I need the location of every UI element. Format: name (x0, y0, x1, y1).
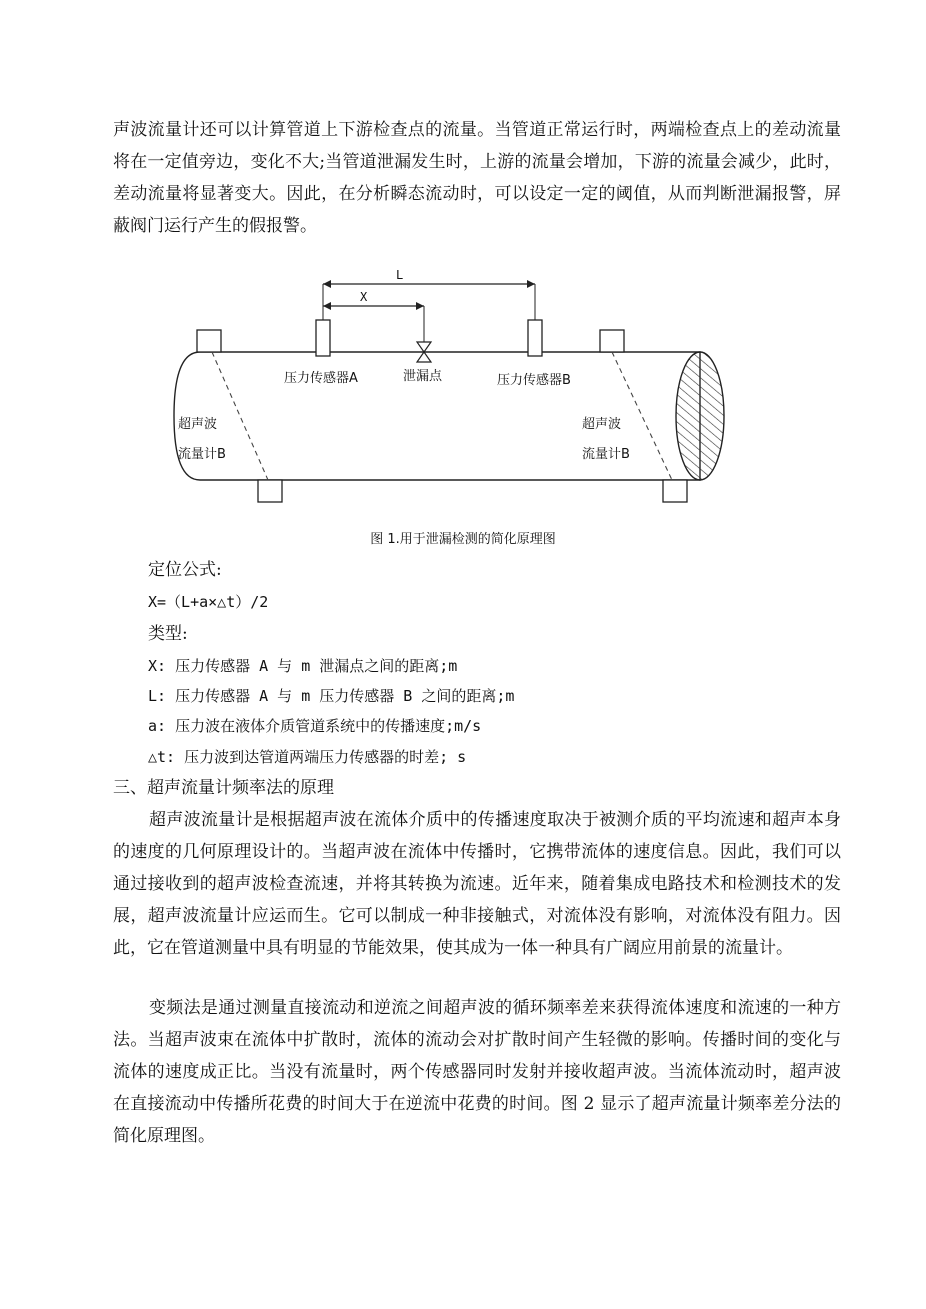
definition-dt: △t: 压力波到达管道两端压力传感器的时差; s (148, 748, 467, 766)
figure-caption: 图 1.用于泄漏检测的简化原理图 (370, 532, 556, 547)
formula-heading: 定位公式: (148, 560, 222, 580)
section-heading: 三、超声流量计频率法的原理 (113, 778, 334, 798)
right-top-flange (600, 330, 624, 352)
label-x: X (360, 290, 368, 304)
label-left-meter-1: 超声波 (178, 417, 218, 432)
label-left-meter-2: 流量计B (178, 447, 226, 462)
label-leak-point: 泄漏点 (403, 369, 443, 384)
label-right-meter-2: 流量计B (582, 447, 630, 462)
label-right-meter-1: 超声波 (582, 417, 622, 432)
leak-detection-diagram (170, 262, 730, 510)
pressure-sensor-b (528, 320, 542, 356)
definition-l: L: 压力传感器 A 与 m 压力传感器 B 之间的距离;m (148, 687, 515, 705)
pressure-sensor-a (316, 320, 330, 356)
formula-equation: X=（L+a×△t）/2 (148, 593, 269, 611)
left-top-flange (197, 330, 221, 352)
label-sensor-b: 压力传感器B (497, 373, 571, 388)
pipe-end-cap (676, 352, 724, 480)
diagram-svg (170, 262, 730, 510)
left-bottom-flange (258, 480, 282, 502)
definition-x: X: 压力传感器 A 与 m 泄漏点之间的距离;m (148, 657, 458, 675)
definition-a: a: 压力波在液体介质管道系统中的传播速度;m/s (148, 717, 482, 735)
right-bottom-flange (663, 480, 687, 502)
paragraph-2: 超声波流量计是根据超声波在流体介质中的传播速度取决于被测介质的平均流速和超声本身的速度的几何原理设计的。当超声波在流体中传播时，它携带流体的速度信息。因此，我们可以通过接收到的超声波检查流速，并将其转换为流速。近年来，随着集成电路技术和检测技术的发展，超声波流量计应运而生。它可以制成一种非接触式，对流体没有影响，对流体没有阻力。因此，它在管道测量中具有明显的节能效果，使其成为一体一种具有广阔应用前景的流量计。 (113, 810, 841, 958)
label-sensor-a: 压力传感器A (284, 371, 358, 386)
paragraph-3: 变频法是通过测量直接流动和逆流之间超声波的循环频率差来获得流体速度和流速的一种方法。当超声波束在流体中扩散时，流体的流动会对扩散时间产生轻微的影响。传播时间的变化与流体的速度成正比。当没有流量时，两个传感器同时发射并接收超声波。当流体流动时，超声波在直接流动中传播所花费的时间大于在逆流中花费的时间。图 2 显示了超声流量计频率差分法的简化原理图。 (113, 998, 841, 1146)
label-l: L (396, 268, 404, 282)
intro-paragraph: 声波流量计还可以计算管道上下游检查点的流量。当管道正常运行时，两端检查点上的差动流量将在一定值旁边，变化不大;当管道泄漏发生时，上游的流量会增加，下游的流量会减少，此时，差动流量将显著变大。因此，在分析瞬态流动时，可以设定一定的阈值，从而判断泄漏报警，屏蔽阀门运行产生的假报警。 (113, 120, 841, 236)
types-heading: 类型: (148, 624, 188, 644)
